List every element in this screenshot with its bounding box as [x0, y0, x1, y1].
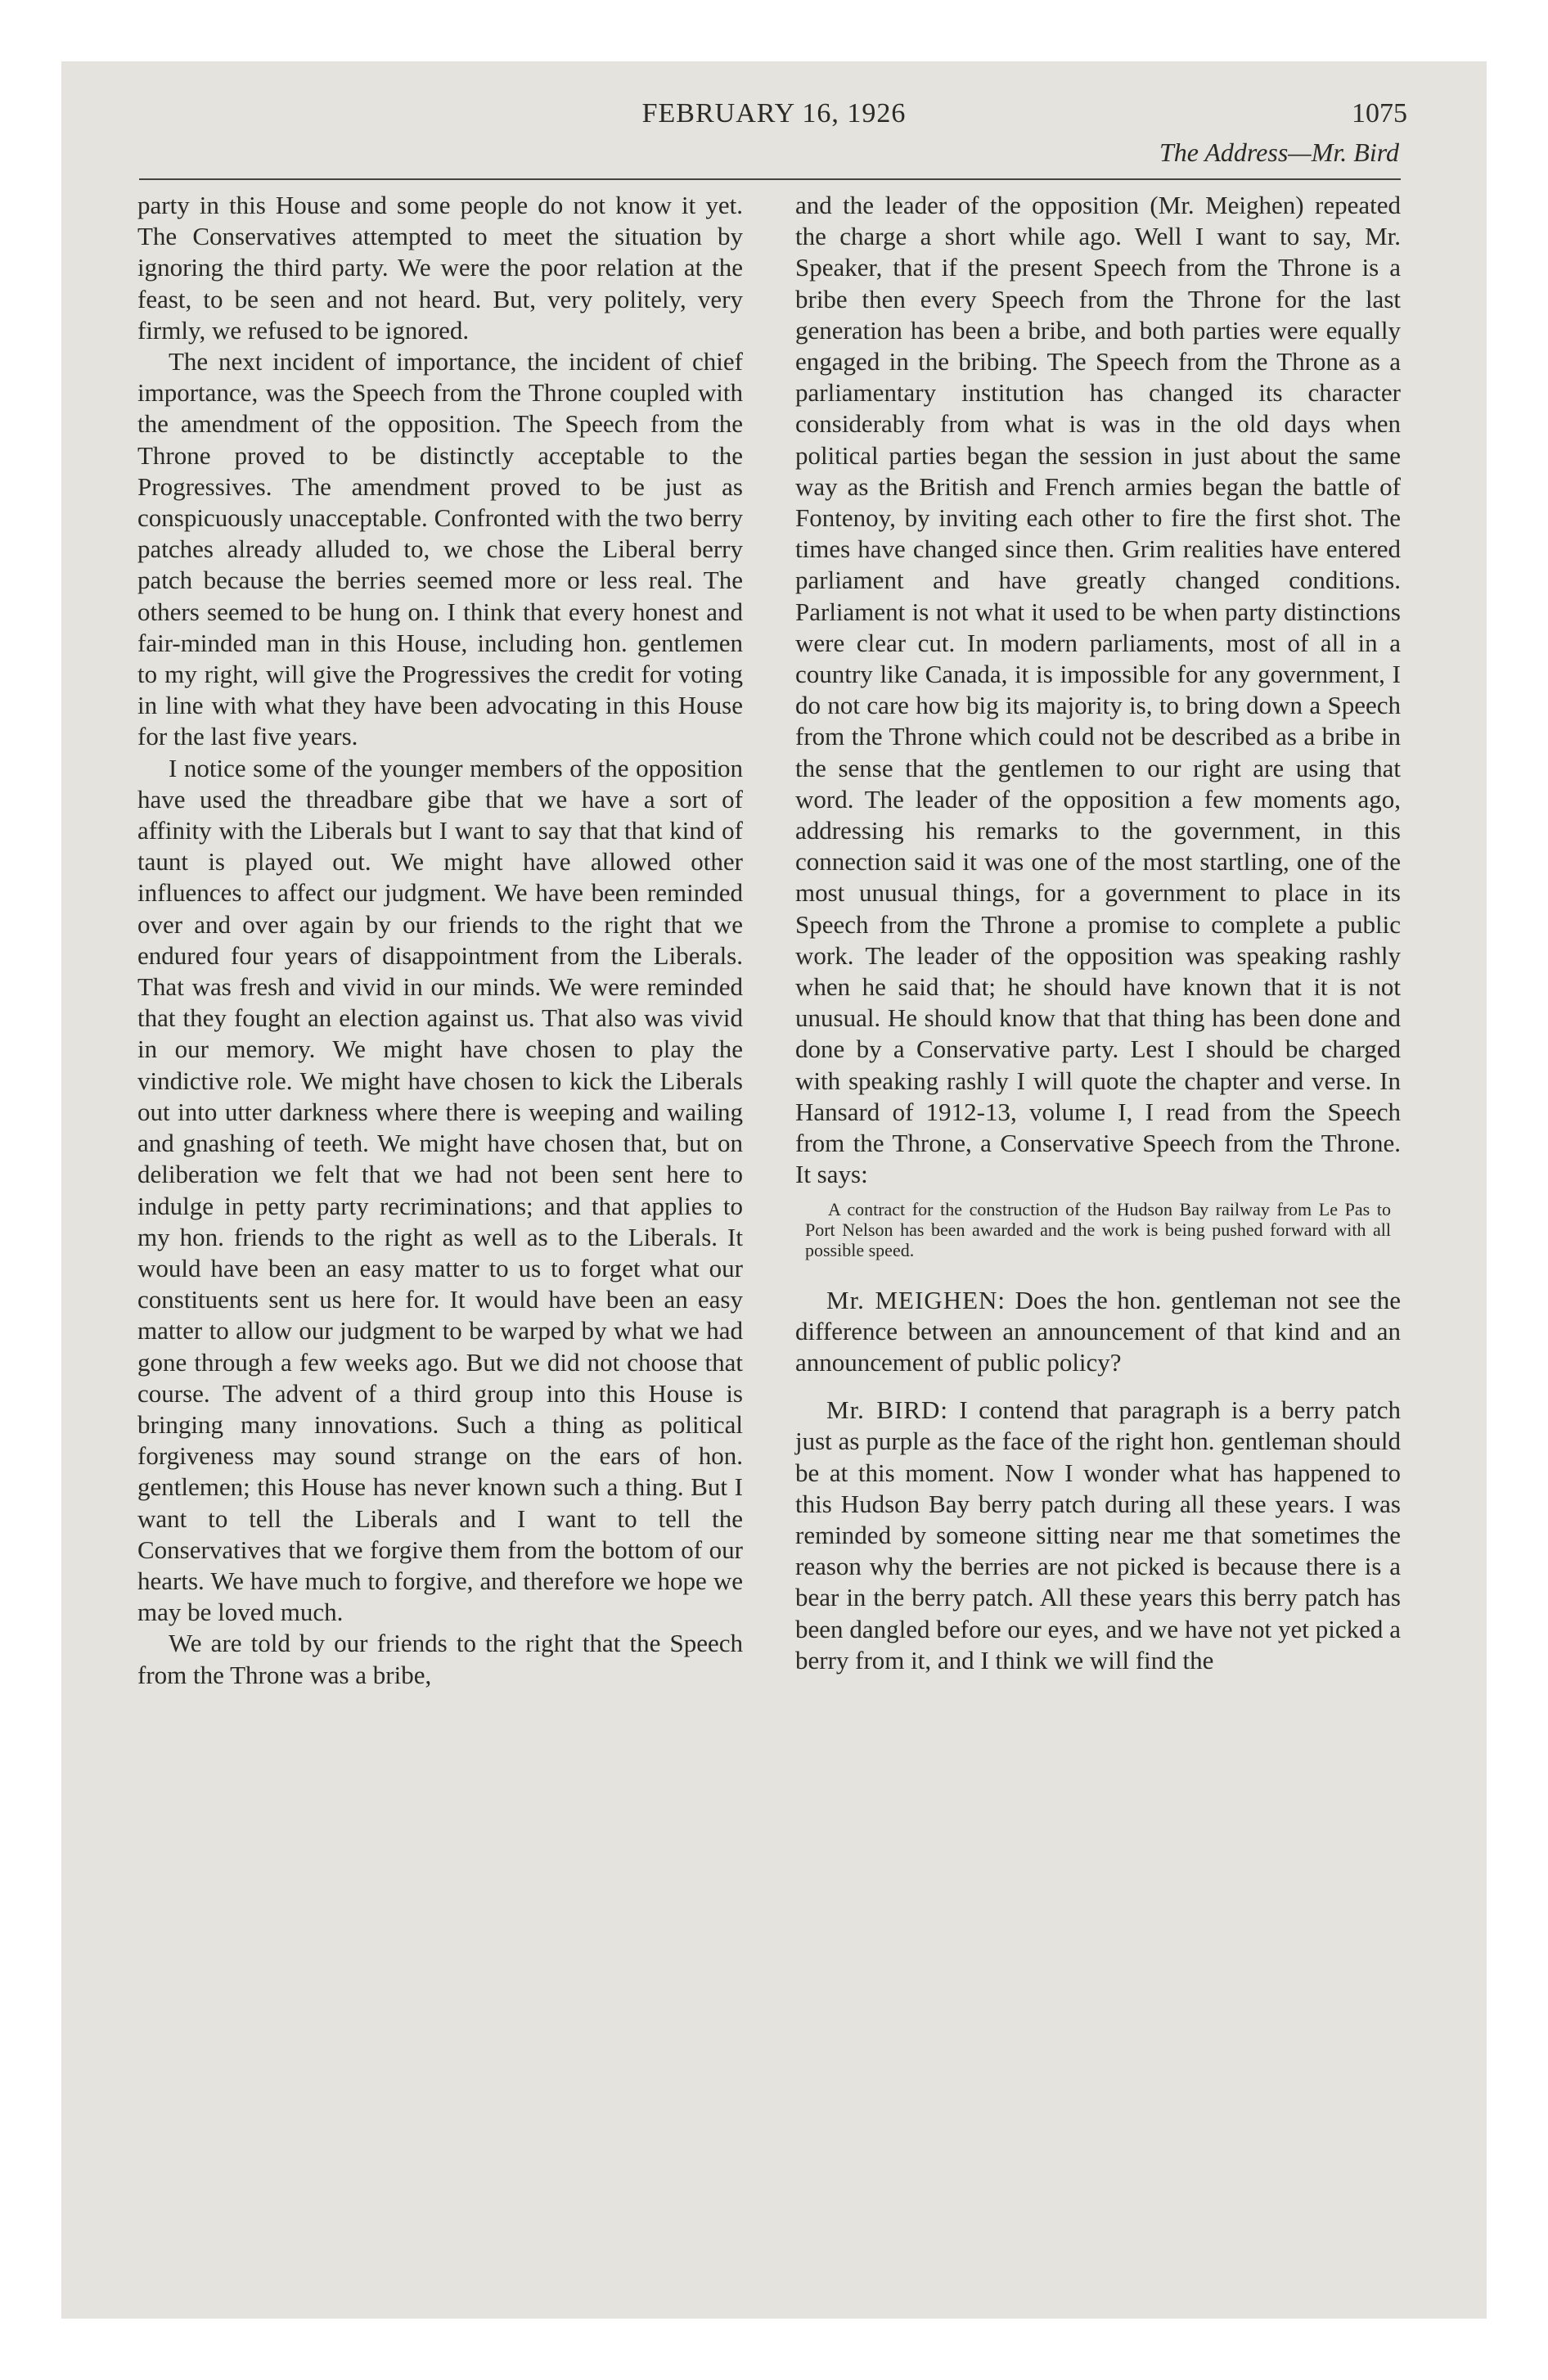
right-column	[795, 190, 1401, 1693]
speech-exchange	[795, 1285, 1401, 1379]
speech-text: Does the hon. gentleman not see the difference between an announcement of that kind and an announcement of public policy?	[795, 1285, 1401, 1377]
speaker-name: Mr. BIRD:	[826, 1395, 948, 1425]
speech-text: I contend that paragraph is a berry patch just as purple as the face of the right hon. gentleman should be at this moment. Now I wonder what has happened to this Hudson Bay berry patch during all these years. I was reminded by someone sitting near me that sometimes the reason why the berries are not picked is because there is a bear in the berry patch. All these years this berry patch has been dangled before our eyes, and we have not yet picked a berry from it, and I think we will find the	[795, 1395, 1402, 1675]
paragraph: and the leader of the opposition (Mr. Meighen) repeated the charge a short while ago. Well I want to say, Mr. Speaker, that if the present Speech from the Throne is a bribe then every Speech from the Throne for the last generation has been a bribe, and both parties were equally engaged in the bribing. The Speech from the Throne as a parliamentary institution has changed its character considerably from what is was in the old days when political parties began the session in just about the same way as the British and French armies began the battle of Fontenoy, by inviting each other to fire the first shot. The times have changed since then. Grim realities have entered parliament and have greatly changed conditions. Parliament is not what it used to be when party distinctions were clear cut. In modern parliaments, most of all in a country like Canada, it is impossible for any government, I do not care how big its majority is, to bring down a Speech from the Throne which could not be described as a bribe in the sense that the gentlemen to our right are using that word. The leader of the opposition a few moments ago, addressing his remarks to the government, in this connection said it was one of the most startling, one of the most unusual things, for a government to place in its Speech from the Throne a promise to complete a public work. The leader of the opposition was speaking rashly when he said that; he should have known that it is not unusual. He should know that that thing has been done and done by a Conservative party. Lest I should be charged with speaking rashly I will quote the chapter and verse. In Hansard of 1912-13, volume I, I read from the Speech from the Throne, a Conservative Speech from the Throne. It says:	[795, 191, 1401, 1189]
paragraph: We are told by our friends to the right that the Speech from the Throne was a bribe,	[137, 1629, 743, 1689]
paragraph: I notice some of the younger members of the opposition have used the threadbare gibe that we have a sort of affinity with the Liberals but I want to say that that kind of taunt is played out. We might have allowed other influences to affect our judgment. We have been reminded over and over again by our friends to the right that we endured four years of disappointment from the Liberals. That was fresh and vivid in our minds. We were reminded that they fought an election against us. That also was vivid in our memory. We might have chosen to play the vindictive role. We might have chosen to kick the Liberals out into utter darkness where there is weeping and wailing and gnashing of teeth. We might have chosen that, but on deliberation we felt that we had not been sent here to indulge in petty party recriminations; and that applies to my hon. friends to the right as well as to the Liberals. It would have been an easy matter to us to forget what our constituents sent us here for. It would have been an easy matter to allow our judgment to be warped by what we had gone through a few weeks ago. But we did not choose that course. The advent of a third group into this House is bringing many innovations. Such a thing as political forgiveness may sound strange on the ears of hon. gentlemen; this House has never known such a thing. But I want to tell the Liberals and I want to tell the Conservatives that we forgive them from the bottom of our hearts. We have much to forgive, and therefore we hope we may be loved much.	[137, 753, 743, 1627]
block-quote: A contract for the construction of the Hudson Bay railway from Le Pas to Port Nelson has been awarded and the work is being pushed forward with all possible speed.	[805, 1198, 1391, 1260]
header-rule	[139, 178, 1401, 180]
page-date: FEBRUARY 16, 1926	[641, 98, 907, 128]
speech-exchange	[795, 1395, 1401, 1676]
page-number: 1075	[1352, 98, 1407, 128]
paragraph: party in this House and some people do not know it yet. The Conservatives attempted to meet the situation by ignoring the third party. We were the poor relation at the feast, to be seen and not heard. But, very politely, very firmly, we refused to be ignored.	[137, 191, 743, 345]
left-column	[137, 190, 743, 1691]
running-title: The Address—Mr. Bird	[1159, 137, 1399, 167]
paragraph: The next incident of importance, the incident of chief importance, was the Speech from the Throne coupled with the amendment of the opposition. The Speech from the Throne proved to be distinctly acceptable to the Progressives. The amendment proved to be just as conspicuously unacceptable. Confronted with the two berry patches already alluded to, we chose the Liberal berry patch because the berries seemed more or less real. The others seemed to be hung on. I think that every honest and fair-minded man in this House, including hon. gentlemen to my right, will give the Progressives the credit for voting in line with what they have been advocating in this House for the last five years.	[137, 347, 743, 751]
speaker-name: Mr. MEIGHEN:	[826, 1285, 1006, 1314]
